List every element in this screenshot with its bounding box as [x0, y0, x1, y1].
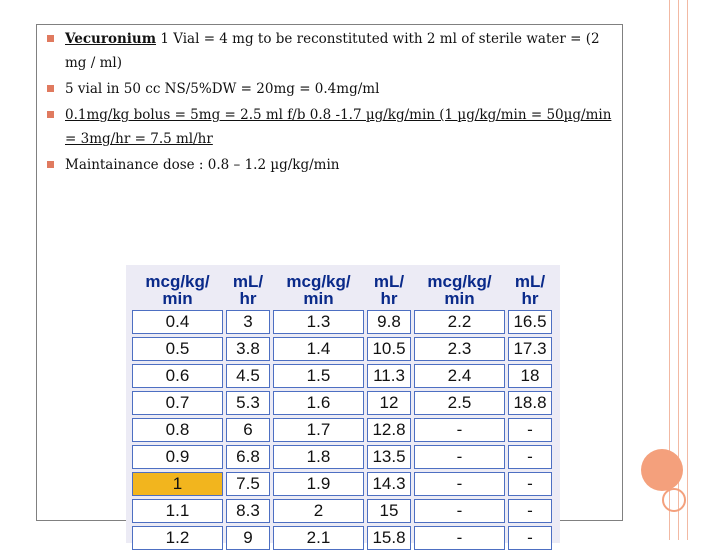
bullet-text: Maintainance dose : 0.8 – 1.2 µg/kg/min: [65, 157, 340, 173]
table-cell: 1.9: [273, 472, 364, 496]
table-cell: 0.8: [132, 418, 223, 442]
table-cell: 8.3: [226, 499, 270, 523]
table-cell: 0.7: [132, 391, 223, 415]
table-cell: 1.5: [273, 364, 364, 388]
table-cell: 6: [226, 418, 270, 442]
table-cell: 15: [367, 499, 411, 523]
table-header-cell: mL/ hr: [226, 271, 270, 307]
table-cell: 2.4: [414, 364, 505, 388]
table-cell: 15.8: [367, 526, 411, 550]
table-row: [132, 472, 552, 496]
bullet-item: [47, 77, 612, 101]
table-cell: 0.4: [132, 310, 223, 334]
bullet-list: [47, 27, 612, 177]
table-cell: 16.5: [508, 310, 552, 334]
bullet-marker-icon: [47, 111, 54, 118]
table-row: [132, 526, 552, 550]
table-cell: 1.7: [273, 418, 364, 442]
table-header-row: [132, 271, 552, 307]
table-cell: -: [508, 445, 552, 469]
bullet-marker-icon: [47, 35, 54, 42]
table-header-cell: mL/ hr: [367, 271, 411, 307]
table-cell: 4.5: [226, 364, 270, 388]
table-cell: -: [508, 472, 552, 496]
table-header-cell: mcg/kg/ min: [132, 271, 223, 307]
table-cell: 18: [508, 364, 552, 388]
table-cell: 0.9: [132, 445, 223, 469]
table-cell: -: [508, 526, 552, 550]
decorative-circle-outline: [662, 488, 686, 512]
bullet-marker-icon: [47, 161, 54, 168]
table-row: [132, 445, 552, 469]
table-row: [132, 391, 552, 415]
table-cell: 0.6: [132, 364, 223, 388]
table-cell: -: [414, 499, 505, 523]
table-cell: 2.2: [414, 310, 505, 334]
table-cell: 1.6: [273, 391, 364, 415]
table-cell: 1.3: [273, 310, 364, 334]
table-cell: -: [414, 472, 505, 496]
table-cell: -: [508, 418, 552, 442]
dosage-table: [129, 268, 555, 553]
table-cell: 1.8: [273, 445, 364, 469]
table-cell: -: [414, 418, 505, 442]
decorative-circle: [641, 449, 683, 491]
table-cell: 9: [226, 526, 270, 550]
table-cell: 2.3: [414, 337, 505, 361]
table-cell: 18.8: [508, 391, 552, 415]
table-row: [132, 337, 552, 361]
table-cell: 3: [226, 310, 270, 334]
table-cell: 3.8: [226, 337, 270, 361]
table-header-cell: mL/ hr: [508, 271, 552, 307]
table-cell: 5.3: [226, 391, 270, 415]
table-cell: 2: [273, 499, 364, 523]
content-frame: [36, 24, 623, 547]
table-cell: -: [414, 526, 505, 550]
table-cell: 12: [367, 391, 411, 415]
table-body: [132, 310, 552, 550]
table-cell: 0.5: [132, 337, 223, 361]
table-cell: -: [508, 499, 552, 523]
table-cell: 1.2: [132, 526, 223, 550]
bullet-text: 0.1mg/kg bolus = 5mg = 2.5 ml f/b 0.8 -1.7 µg/kg/min (1 µg/kg/min = 50µg/min = 3mg/hr = 7.5 ml/hr: [65, 107, 612, 147]
dosage-table-container: [126, 265, 560, 547]
bullet-text: Vecuronium: [65, 31, 157, 47]
table-cell: 6.8: [226, 445, 270, 469]
table-header-cell: mcg/kg/ min: [273, 271, 364, 307]
table-cell: 2.5: [414, 391, 505, 415]
table-row: [132, 499, 552, 523]
table-cell: -: [414, 445, 505, 469]
table-cell: 10.5: [367, 337, 411, 361]
bullet-text: 1 Vial = 4 mg to be reconstituted with 2 ml of sterile water = (2 mg / ml): [65, 31, 600, 71]
table-cell: 11.3: [367, 364, 411, 388]
table-cell: 1.4: [273, 337, 364, 361]
bullet-marker-icon: [47, 85, 54, 92]
table-row: [132, 418, 552, 442]
decorative-line: [687, 0, 688, 540]
table-row: [132, 364, 552, 388]
table-cell: 9.8: [367, 310, 411, 334]
table-cell: 1.1: [132, 499, 223, 523]
table-cell: 2.1: [273, 526, 364, 550]
table-cell: 12.8: [367, 418, 411, 442]
bullet-item: [47, 27, 612, 75]
bullet-text: 5 vial in 50 cc NS/5%DW = 20mg = 0.4mg/ml: [65, 81, 380, 97]
table-cell: 7.5: [226, 472, 270, 496]
table-cell: 14.3: [367, 472, 411, 496]
bullet-item: [47, 153, 612, 177]
table-cell: 17.3: [508, 337, 552, 361]
bullet-item: [47, 103, 612, 151]
table-cell: 1: [132, 472, 223, 496]
table-row: [132, 310, 552, 334]
table-cell: 13.5: [367, 445, 411, 469]
table-header-cell: mcg/kg/ min: [414, 271, 505, 307]
